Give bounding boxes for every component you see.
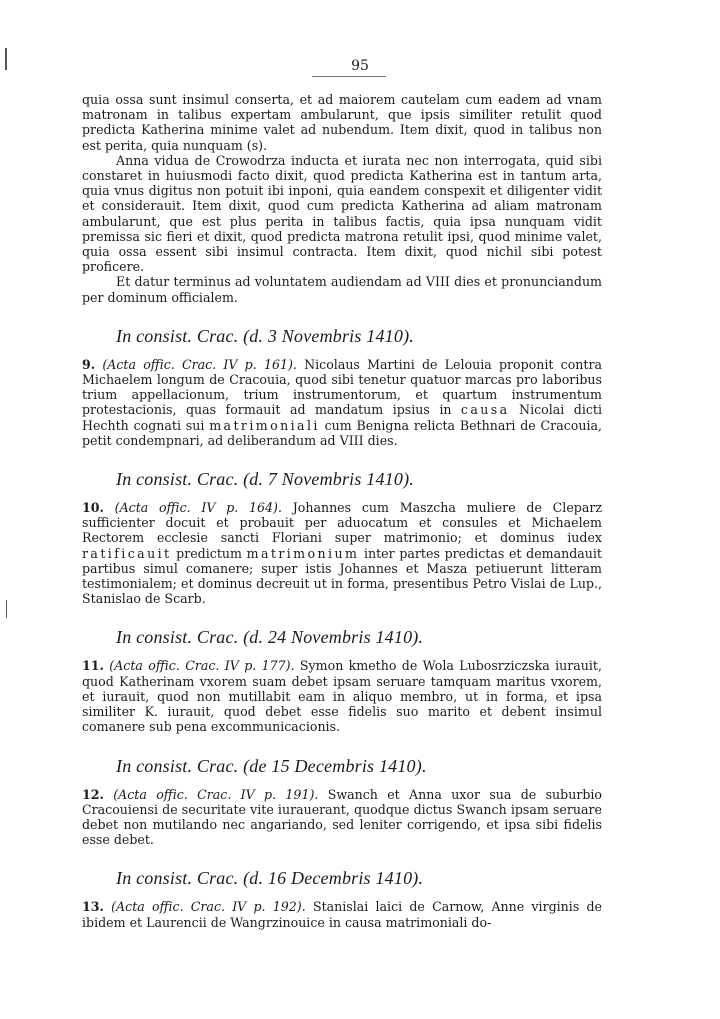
section-heading: In consist. Crac. (d. 16 Decembris 1410). — [116, 868, 424, 889]
entry-paragraph — [82, 899, 602, 929]
entry-text: Swanch et Anna uxor sua de suburbio Cracouiensi de securitate vite iurauerant, quodque dictus Swanch ipsam seruare debet non mutilando nec angariando, sed leniter corrigendo, et ipsa sibi fidelis esse debet. — [82, 786, 603, 848]
entry-number: 9. — [82, 356, 96, 372]
page-edge-mark — [6, 600, 7, 618]
spaced-text: matrimonium — [246, 545, 360, 561]
entry-paragraph — [82, 787, 602, 848]
entry-source: (Acta offic. IV p. 164). — [114, 500, 282, 516]
entry-number: 10. — [82, 500, 104, 516]
entry-paragraph — [82, 500, 602, 606]
intro-paragraph: quia ossa sunt insimul conserta, et ad maiorem cautelam cum eadem ad vnam matronam in talibus expertam ambularunt, que ipsis similiter retulit quod predicta Katherina minime valet ad nubendum. Item dixit, quod in talibus non est perita, quia nunquam (s). — [82, 92, 602, 153]
entry-number: 12. — [82, 786, 104, 802]
spaced-text: causa — [460, 402, 510, 418]
document-body — [82, 92, 602, 930]
section-heading: In consist. Crac. (d. 7 Novembris 1410). — [116, 469, 414, 490]
entry-number: 13. — [82, 899, 104, 915]
entry-text: Johannes cum Maszcha muliere de Cleparz sufficienter docuit et probauit per aduocatum et consules et Michaelem Rectorem ecclesie sancti Floriani super matrimonio; et dominus iudex — [82, 500, 602, 546]
entry-text: cum Benigna relicta Bethnari de Cracouia, petit condempnari, ad deliberandum ad VIII dies. — [82, 417, 602, 448]
entry-paragraph — [82, 658, 602, 734]
entry-text: Nicolai dicti Hechth cognati sui — [82, 402, 602, 433]
page-number: 95 — [351, 58, 369, 74]
entry-text: Stanislai laici de Carnow, Anne virginis de ibidem et Laurencii de Wangrzinouice in causa matrimoniali do- — [82, 899, 603, 930]
entry-source: (Acta offic. Crac. IV p. 177). — [109, 658, 295, 674]
entry-text: predictum — [171, 545, 247, 561]
section-heading: In consist. Crac. (d. 3 Novembris 1410). — [116, 325, 414, 346]
entry-source: (Acta offic. Crac. IV p. 192). — [111, 899, 306, 915]
section-heading: In consist. Crac. (d. 24 Novembris 1410). — [116, 627, 424, 648]
entry-paragraph — [82, 357, 602, 448]
entry-text: inter partes predictas et demandauit partibus simul comanere; super istis Johannes et Masza petiuerunt litteram testimonialem; et dominus decreuit ut in forma, presentibus Petro Vislai de Lup., Stanislao de Scarb. — [82, 545, 602, 607]
spaced-text: ratificauit — [82, 545, 172, 561]
page-number-rule — [312, 76, 386, 77]
intro-paragraph: Anna vidua de Crowodrza inducta et iurata nec non interrogata, quid sibi constaret in huiusmodi facto dixit, quod predicta Katherina est in tantum arta, quia vnus digitus non potuit ibi inponi, quia eandem conspexit et diligenter vidit et considerauit. Item dixit, quod cum predicta Katherina ad aliam matronam ambularunt, que est plus perita in talibus factis, quia ipsa nunquam vidit premissa sic fieri et dixit, quod predicta matrona retulit ipsi, quod minime valet, quia ossa essent sibi insimul contracta. Item dixit, quod nichil sibi potest proficere. — [82, 152, 602, 275]
entry-text: Symon kmetho de Wola Lubosrziczska iurauit, quod Katherinam vxorem suam debet ipsam seruare tamquam maritus vxorem, et iurauit, quod non mutillabit eam in aliquo membro, ut in forma, et ipsa similiter K. iurauit, quod debet esse fidelis suo marito et debent insimul comanere sub pena excommunicacionis. — [82, 658, 602, 735]
spaced-text: matrimoniali — [209, 417, 320, 433]
entry-source: (Acta offic. Crac. IV p. 161). — [102, 356, 297, 372]
entry-number: 11. — [82, 658, 104, 674]
intro-paragraph: Et datur terminus ad voluntatem audiendam ad VIII dies et pronunciandum per dominum officialem. — [82, 274, 602, 305]
entry-source: (Acta offic. Crac. IV p. 191). — [113, 786, 319, 802]
document-sections — [82, 325, 602, 930]
section-heading: In consist. Crac. (de 15 Decembris 1410). — [116, 755, 427, 776]
entry-text: Nicolaus Martini de Lelouia proponit contra Michaelem longum de Cracouia, quod sibi tenetur quatuor marcas pro laboribus trium appellacionum, trium instrumentorum, et quartum instrumentum protestacionis, quas formauit ad mandatum ipsius in — [82, 356, 602, 418]
